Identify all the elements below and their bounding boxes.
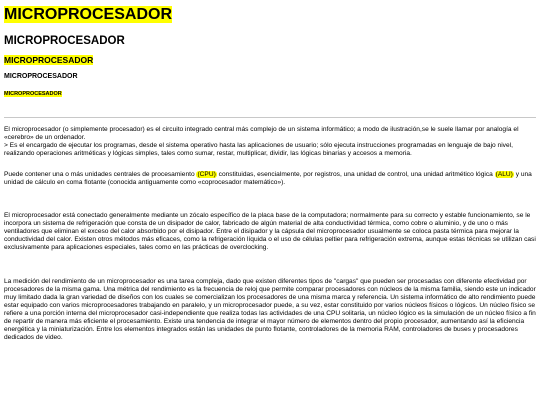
heading-level-4-text: MICROPROCESADOR xyxy=(4,73,78,80)
cpu-highlight: (CPU) xyxy=(197,171,216,178)
heading-level-1-text: MICROPROCESADOR xyxy=(4,6,173,23)
paragraph-definition xyxy=(4,126,536,158)
heading-level-3-text: MICROPROCESADOR xyxy=(4,55,94,65)
horizontal-divider xyxy=(4,117,536,118)
components-text-after-alu: y una unidad de cálculo en coma flotante (conocida antiguamente como «coprocesador matemático»). xyxy=(4,171,532,186)
heading-level-5 xyxy=(4,91,62,98)
paragraph-performance: La medición del rendimiento de un microprocesador es una tarea compleja, dado que existen diferentes tipos de "cargas" que pueden ser procesadas con diferente efectividad por procesadores de la misma gama. Una métrica del rendimiento es la frecuencia de reloj que permite comparar procesadores con núcleos de la misma familia, siendo este un indicador muy limitado dada la gran variedad de diseños con los cuales se comercializan los procesadores de una misma marca y referencia. Un sistema informático de alto rendimiento puede estar equipado con varios microprocesadores trabajando en paralelo, y un microprocesador puede, a su vez, estar constituido por varios núcleos físicos o lógicos. Un núcleo físico se refiere a una porción interna del microprocesador casi-independiente que realiza todas las actividades de una CPU solitaria, un núcleo lógico es la simulación de un núcleo físico a fin de repartir de manera más eficiente el procesamiento. Existe una tendencia de integrar el mayor número de elementos dentro del propio procesador, aumentando así la eficiencia energética y la miniaturización. Entre los elementos integrados están las unidades de punto flotante, controladores de la memoria RAM, controladores de buses y procesadores dedicados de video. xyxy=(4,278,536,341)
paragraph-components xyxy=(4,171,536,187)
heading-level-2-text: MICROPROCESADOR xyxy=(4,35,125,47)
paragraph-definition-line-1: El microprocesador (o simplemente procesador) es el circuito integrado central más complejo de un sistema informático; a modo de ilustración,se le suele llamar por analogía el «cerebro» de un ordenador. xyxy=(4,126,519,141)
heading-level-3 xyxy=(4,55,93,65)
heading-level-5-text: MICROPROCESADOR xyxy=(4,91,62,97)
components-text-after-cpu: constituidas, esencialmente, por registros, una unidad de control, una unidad aritmético lógica xyxy=(218,171,493,178)
paragraph-cooling: El microprocesador está conectado generalmente mediante un zócalo específico de la placa base de la computadora; normalmente para su correcto y estable funcionamiento, se le incorpora un sistema de refrigeración que consta de un disipador de calor, fabricado de algún material de alta conductividad térmica, como cobre o aluminio, y de uno o más ventiladores que eliminan el exceso del calor absorbido por el disipador. Entre el disipador y la cápsula del microprocesador usualmente se coloca pasta térmica para mejorar la conductividad del calor. Existen otros métodos más eficaces, como la refrigeración líquida o el uso de células peltier para refrigeración extrema, aunque estas técnicas se utilizan casi exclusivamente para aplicaciones especiales, tales como en las prácticas de overclocking. xyxy=(4,212,536,251)
heading-level-2 xyxy=(4,35,125,48)
alu-highlight: (ALU) xyxy=(495,171,513,178)
components-text-before-cpu: Puede contener una o más unidades centrales de procesamiento xyxy=(4,171,195,178)
heading-level-4 xyxy=(4,73,78,81)
paragraph-definition-line-2: > Es el encargado de ejecutar los programas, desde el sistema operativo hasta las aplicaciones de usuario; sólo ejecuta instrucciones programadas en lenguaje de bajo nivel, realizando operaciones aritméticas y lógicas simples, tales como sumar, restar, multiplicar, dividir, las lógicas binarias y accesos a memoria. xyxy=(4,142,513,157)
heading-level-1 xyxy=(4,6,172,24)
